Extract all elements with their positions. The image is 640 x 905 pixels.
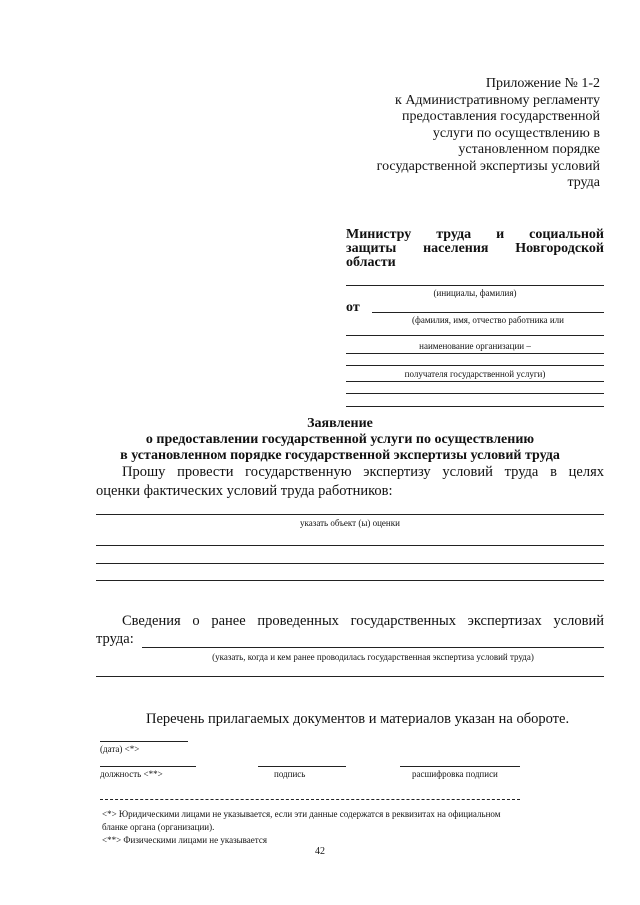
fio-hint: (фамилия, имя, отчество работника или [412,315,564,325]
date-line [100,741,188,742]
appendix-line: предоставления государственной [401,109,600,124]
from-label: от [346,300,360,315]
footnote-line: <*> Юридическими лицами не указывается, если эти данные содержатся в реквизитах на официальном [102,809,501,819]
appendix-header [320,76,600,192]
decoding-line [400,766,520,767]
document-title: Заявление [307,416,373,431]
position-line [100,766,196,767]
appendix-line: Приложение № 1-2 [485,76,600,91]
initials-line [346,285,604,286]
page-number: 42 [315,846,325,857]
object-hint: указать объект (ы) оценки [300,518,400,528]
previous-hint: (указать, когда и кем ранее проводилась государственная экспертиза условий труда) [212,652,534,662]
blank-line [96,580,604,581]
recipient-hint: получателя государственной услуги) [404,369,546,379]
signature-line [258,766,346,767]
appendix-line: установленном порядке [458,142,600,157]
addressee-block [346,228,604,270]
footnotes [102,808,602,847]
addressee-line: защиты населения Новгородской [346,241,604,256]
blank-line [346,335,604,336]
org-hint: наименование организации – [419,341,531,351]
blank-line [96,563,604,564]
document-subtitle: о предоставлении государственной услуги по осуществлению [145,432,535,447]
footnote-line: бланке органа (организации). [102,822,215,832]
request-text-line: оценки фактических условий труда работников: [96,483,393,499]
request-text-line: Прошу провести государственную экспертизу условий труда в целях [122,464,604,480]
blank-line [346,381,604,382]
object-line [96,514,604,515]
blank-line [346,393,604,394]
signature-label: подпись [274,769,306,779]
appendix-line: труда [567,175,600,190]
from-line [372,312,604,313]
date-label: (дата) <*> [100,744,140,754]
appendix-line: государственной экспертизы условий [376,158,600,174]
previous-label: труда: [96,631,134,647]
addressee-line: области [346,255,396,270]
blank-line [96,545,604,546]
position-label: должность <**> [100,769,163,779]
previous-text-line: Сведения о ранее проведенных государственных экспертизах условий [122,613,604,629]
blank-line [96,676,604,677]
blank-line [346,353,604,354]
addressee-line: Министру труда и социальной [346,227,604,242]
blank-line [346,406,604,407]
footnote-line: <**> Физическими лицами не указывается [102,835,267,845]
blank-line [346,365,604,366]
document-subtitle: в установленном порядке государственной экспертизы условий труда [120,448,560,463]
initials-hint: (инициалы, фамилия) [433,288,517,298]
appendix-line: к Административному регламенту [395,92,600,108]
footnote-separator [100,799,520,800]
appendix-line: услуги по осуществлению в [432,125,600,141]
decoding-label: расшифровка подписи [412,769,498,779]
documents-text: Перечень прилагаемых документов и материалов указан на обороте. [146,711,570,727]
previous-line [142,647,604,648]
